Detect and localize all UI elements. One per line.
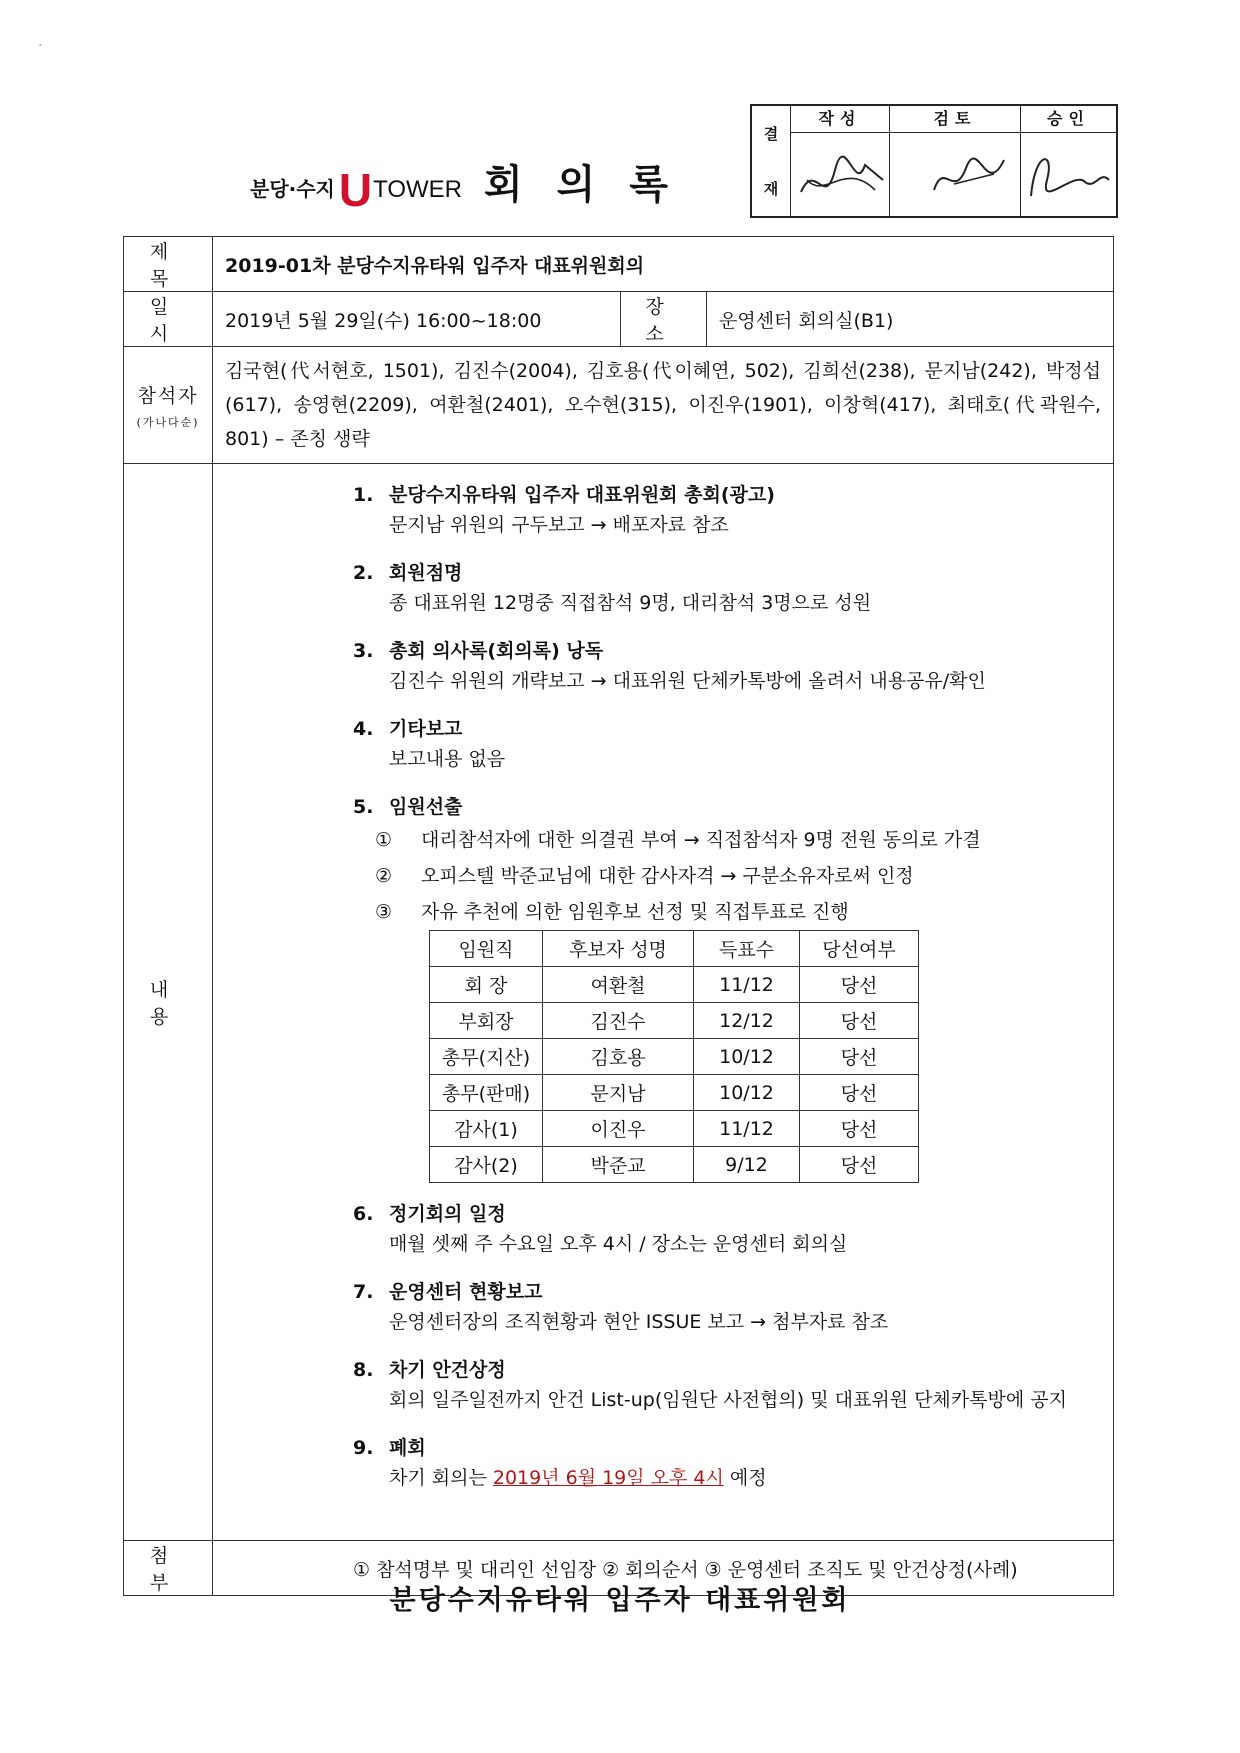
- election-subitem: ① 대리참석자에 대한 의결권 부여 → 직접참석자 9명 전원 동의로 가결: [375, 829, 981, 851]
- election-subitem: ② 오피스텔 박준교님에 대한 감사자격 → 구분소유자로써 인정: [375, 865, 914, 887]
- agenda-heading: 기타보고: [389, 718, 463, 740]
- agenda-item: 2. 회원점명 종 대표위원 12명중 직접참석 9명, 대리참석 3명으로 성원: [353, 558, 1113, 618]
- scan-dot: ·: [38, 38, 43, 54]
- agenda-heading: 분당수지유타워 입주자 대표위원회 총회(광고): [389, 484, 775, 506]
- issuer-footer: 분당수지유타워 입주자 대표위원회: [389, 1585, 851, 1616]
- approval-box: [750, 104, 1118, 218]
- brand-logo-u: U: [338, 164, 373, 216]
- agenda-body: 매월 셋째 주 수요일 오후 4시 / 장소는 운영센터 회의실: [389, 1233, 848, 1255]
- agenda-item: 4. 기타보고 보고내용 없음: [353, 714, 1113, 774]
- agenda-body: 김진수 위원의 개략보고 → 대표위원 단체카톡방에 올려서 내용공유/확인: [389, 670, 986, 692]
- agenda-item: 9. 폐회 차기 회의는 2019년 6월 19일 오후 4시 예정: [353, 1433, 1113, 1493]
- agenda-item: 6. 정기회의 일정 매월 셋째 주 수요일 오후 4시 / 장소는 운영센터 회의실: [353, 1199, 1113, 1259]
- table-row: 부회장 김진수 12/12 당선: [430, 1003, 919, 1039]
- agenda-body: 종 대표위원 12명중 직접참석 9명, 대리참석 3명으로 성원: [389, 592, 872, 614]
- title-value: 2019-01차 분당수지유타워 입주자 대표위원회의: [213, 237, 1114, 292]
- attendee-label: 참석자: [137, 384, 199, 407]
- date-value: 2019년 5월 29일(수) 16:00~18:00: [213, 292, 621, 347]
- agenda-heading: 정기회의 일정: [389, 1203, 506, 1225]
- agenda-item-election: 5. 임원선출 ① 대리참석자에 대한 의결권 부여 → 직접참석자 9명 전원 동의로 가결 ② 오피스텔 박준교님에 대한 감사자격 → 구분소유자로써 인정 ③ 자유 추천에 의한 임원후보 선정 및 직접투표로 진행 임원직 후보자 성명 득표수 당선여부 회 장 여환철 11/12 당선 부회장 김진수 12/12 당선 총무(지산) 김호용 10/12 당선 총무(판매) 문지남 10/12 당선 감사(1) 이진우 11/12 당선 감사(2) 박준교 9/12 당선: [353, 792, 1113, 1183]
- attachment-value: ① 참석명부 및 대리인 선임장 ② 회의순서 ③ 운영센터 조직도 및 안건상정(사례): [213, 1541, 1114, 1596]
- agenda-body: 회의 일주일전까지 안건 List-up(임원단 사전협의) 및 대표위원 단체카톡방에 공지: [389, 1389, 1067, 1411]
- date-row: [124, 292, 1114, 347]
- agenda-item: 1. 분당수지유타워 입주자 대표위원회 총회(광고) 문지남 위원의 구두보고 → 배포자료 참조: [353, 480, 1113, 540]
- approval-col-reviewer: 검토: [890, 106, 1021, 216]
- brand-prefix: 분당·수지: [250, 177, 335, 201]
- attachment-label: 첨 부: [124, 1541, 213, 1596]
- table-row: 총무(판매) 문지남 10/12 당선: [430, 1075, 919, 1111]
- minutes-table: [123, 236, 1114, 1596]
- agenda-heading: 폐회: [389, 1437, 426, 1459]
- agenda-item: 3. 총회 의사록(회의록) 낭독 김진수 위원의 개략보고 → 대표위원 단체카톡방에 올려서 내용공유/확인: [353, 636, 1113, 696]
- table-row: 회 장 여환철 11/12 당선: [430, 967, 919, 1003]
- table-row: 감사(2) 박준교 9/12 당선: [430, 1147, 919, 1183]
- agenda-body: 문지남 위원의 구두보고 → 배포자료 참조: [389, 514, 729, 536]
- agenda-item: 8. 차기 안건상정 회의 일주일전까지 안건 List-up(임원단 사전협의) 및 대표위원 단체카톡방에 공지: [353, 1355, 1113, 1415]
- table-row: 총무(지산) 김호용 10/12 당선: [430, 1039, 919, 1075]
- approval-col-writer: 작성: [791, 106, 890, 216]
- document-header: [250, 150, 702, 216]
- agenda-heading: 총회 의사록(회의록) 낭독: [389, 640, 604, 662]
- agenda-heading: 차기 안건상정: [389, 1359, 506, 1381]
- attendee-row: [124, 347, 1114, 464]
- content-cell: [213, 464, 1114, 1541]
- agenda-item: 7. 운영센터 현황보고 운영센터장의 조직현황과 현안 ISSUE 보고 → 첨부자료 참조: [353, 1277, 1113, 1337]
- place-label: 장 소: [621, 292, 707, 347]
- approval-side-label: 결 재: [752, 106, 791, 216]
- officer-table-header: 임원직 후보자 성명 득표수 당선여부: [430, 931, 919, 967]
- agenda-heading: 임원선출: [389, 796, 463, 818]
- approver-signature: [1025, 140, 1113, 212]
- place-value: 운영센터 회의실(B1): [707, 292, 1114, 347]
- next-meeting-date: 2019년 6월 19일 오후 4시: [492, 1467, 724, 1489]
- attendee-list: 김국현(代서현호, 1501), 김진수(2004), 김호용(代이혜연, 502), 김희선(238), 문지남(242), 박정섭(617), 송영현(2209), 여환철(2401), 오수현(315), 이진우(1901), 이창혁(417), 최태호(代곽원수, 801) – 존칭 생략: [213, 347, 1114, 464]
- brand-tower: TOWER: [373, 176, 463, 203]
- reviewer-signature: [894, 140, 1018, 212]
- date-label: 일 시: [124, 292, 213, 347]
- approval-col-approver: 승인: [1021, 106, 1116, 216]
- agenda-body: 차기 회의는 2019년 6월 19일 오후 4시 예정: [389, 1467, 767, 1489]
- table-row: 감사(1) 이진우 11/12 당선: [430, 1111, 919, 1147]
- title-label: 제 목: [124, 237, 213, 292]
- officer-election-table: [429, 930, 919, 1183]
- content-label: 내 용: [124, 464, 213, 1541]
- election-subitem: ③ 자유 추천에 의한 임원후보 선정 및 직접투표로 진행: [375, 901, 849, 923]
- agenda-body: 보고내용 없음: [389, 748, 506, 770]
- agenda-heading: 회원점명: [389, 562, 463, 584]
- writer-signature: [795, 140, 887, 212]
- agenda-heading: 운영센터 현황보고: [389, 1281, 543, 1303]
- title-row: [124, 237, 1114, 292]
- agenda-body: 운영센터장의 조직현황과 현안 ISSUE 보고 → 첨부자료 참조: [389, 1311, 889, 1333]
- content-row: [124, 464, 1114, 1541]
- document-title: 회의록: [484, 162, 702, 208]
- attendee-sort-note: (가나다순): [136, 415, 200, 429]
- attendee-label-cell: [124, 347, 213, 464]
